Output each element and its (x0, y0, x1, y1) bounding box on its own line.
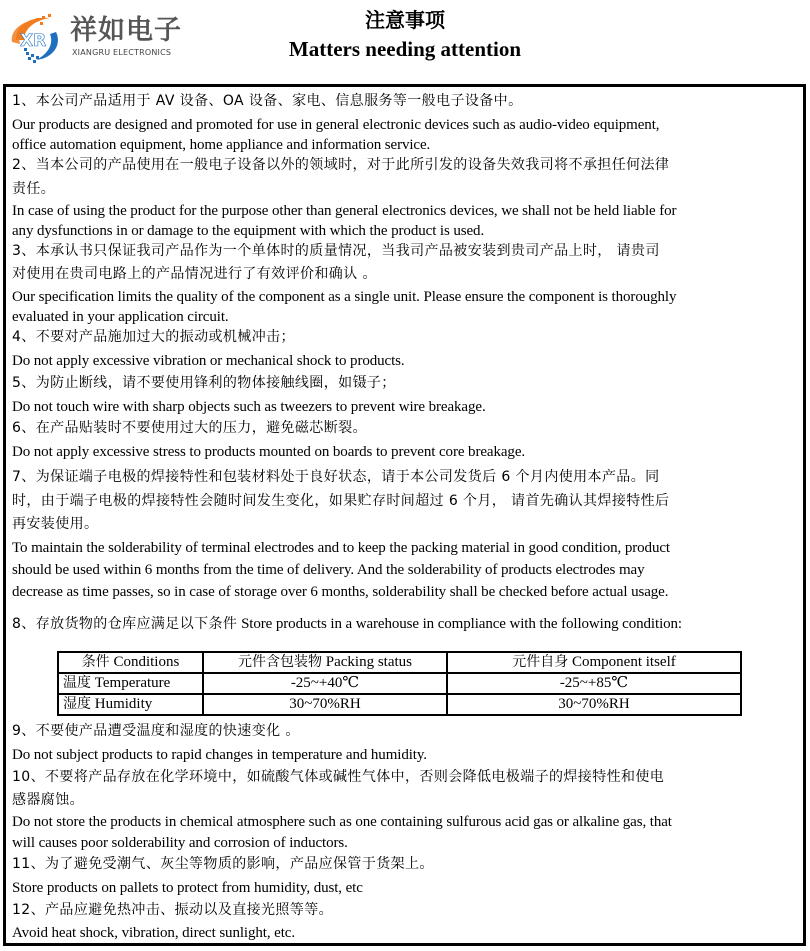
item-10-cn-line-1: 10、不要将产品存放在化学环境中，如硫酸气体或碱性气体中，否则会降低电极端子的焊接特性和使电 (12, 769, 665, 785)
row-label-humidity: 湿度 Humidity (58, 694, 203, 715)
item-7-cn-line-1: 7、为保证端子电极的焊接特性和包装材料处于良好状态，请于本公司发货后 6 个月内使用本产品。同 (12, 469, 660, 485)
item-11-en-line-1: Store products on pallets to protect from humidity, dust, etc (12, 880, 363, 896)
humidity-packing-value: 30~70%RH (203, 694, 447, 715)
item-3-en-line-2: evaluated in your application circuit. (12, 309, 229, 325)
item-3-cn-line-2: 对使用在贵司电路上的产品情况进行了有效评价和确认 。 (12, 266, 377, 282)
item-7-en-line-1: To maintain the solderability of terminal electrodes and to keep the packing material in good condition, product (12, 540, 670, 556)
item-6-cn-line-1: 6、在产品贴装时不要使用过大的压力，避免磁芯断裂。 (12, 420, 367, 436)
item-7-cn-line-3: 再安装使用。 (12, 516, 99, 532)
item-6-en-line-1: Do not apply excessive stress to products mounted on boards to prevent core breakage. (12, 444, 526, 460)
item-10-cn-line-2: 感器腐蚀。 (12, 792, 84, 808)
item-7-en-line-3: decrease as time passes, so in case of storage over 6 months, solderability shall be checked before actual usage. (12, 584, 669, 600)
item-3-cn-line-1: 3、本承认书只保证我司产品作为一个单体时的质量情况，当我司产品被安装到贵司产品上时， 请贵司 (12, 243, 660, 259)
item-7-cn-line-2: 时，由于端子电极的焊接特性会随时间发生变化，如果贮存时间超过 6 个月， 请首先确认其焊接特性后 (12, 493, 670, 509)
item-5-cn-line-1: 5、为防止断线，请不要使用锋利的物体接触线圈，如镊子； (12, 375, 396, 391)
header-packing-status: 元件含包装物 Packing status (203, 652, 447, 673)
logo-english-name: XIANGRU ELECTRONICS (72, 48, 172, 57)
item-2-cn-line-1: 2、当本公司的产品使用在一般电子设备以外的领域时，对于此所引发的设备失效我司将不承担任何法律 (12, 157, 670, 173)
table-row (58, 673, 741, 694)
item-5-en-line-1: Do not touch wire with sharp objects such as tweezers to prevent wire breakage. (12, 399, 486, 415)
item-1-cn-line-1: 1、本公司产品适用于 AV 设备、OA 设备、家电、信息服务等一般电子设备中。 (12, 93, 523, 109)
table-row (58, 694, 741, 715)
item-2-en-line-1: In case of using the product for the purpose other than general electronics devices, we shall not be held liable for (12, 203, 677, 219)
temperature-component-value: -25~+85℃ (447, 673, 741, 694)
item-8-cn: 8、存放货物的仓库应满足以下条件 (12, 616, 238, 632)
item-9-cn-line-1: 9、不要使产品遭受温度和湿度的快速变化 。 (12, 723, 300, 739)
logo-chinese-name: 祥如电子 (70, 15, 182, 46)
item-3-en-line-1: Our specification limits the quality of the component as a single unit. Please ensure the component is thoroughly (12, 289, 677, 305)
page-title-english: Matters needing attention (288, 37, 522, 61)
item-9-en-line-1: Do not subject products to rapid changes in temperature and humidity. (12, 747, 427, 763)
item-7-en-line-2: should be used within 6 months from the time of delivery. And the solderability of products electrodes may (12, 562, 645, 578)
item-8-line (12, 614, 682, 634)
table-header-row (58, 652, 741, 673)
page-title-chinese: 注意事项 (365, 8, 445, 32)
item-12-en-line-1: Avoid heat shock, vibration, direct sunlight, etc. (12, 925, 295, 941)
humidity-component-value: 30~70%RH (447, 694, 741, 715)
item-1-en-line-2: office automation equipment, home appliance and information service. (12, 137, 431, 153)
item-12-cn-line-1: 12、产品应避免热冲击、振动以及直接光照等等。 (12, 902, 334, 918)
header-component-itself: 元件自身 Component itself (447, 652, 741, 673)
row-label-temperature: 温度 Temperature (58, 673, 203, 694)
item-10-en-line-2: will causes poor solderability and corrosion of inductors. (12, 835, 348, 851)
item-4-en-line-1: Do not apply excessive vibration or mechanical shock to products. (12, 353, 405, 369)
item-11-cn-line-1: 11、为了避免受潮气、灰尘等物质的影响，产品应保管于货架上。 (12, 856, 434, 872)
item-10-en-line-1: Do not store the products in chemical atmosphere such as one containing sulfurous acid gas or alkaline gas, that (12, 814, 672, 830)
item-1-en-line-1: Our products are designed and promoted for use in general electronic devices such as audio-video equipment, (12, 117, 660, 133)
item-2-cn-line-2: 责任。 (12, 181, 56, 197)
item-8-en: Store products in a warehouse in compliance with the following condition: (241, 616, 682, 632)
item-4-cn-line-1: 4、不要对产品施加过大的振动或机械冲击； (12, 329, 295, 345)
header-conditions: 条件 Conditions (58, 652, 203, 673)
temperature-packing-value: -25~+40℃ (203, 673, 447, 694)
attention-box (3, 84, 806, 946)
storage-conditions-table (57, 651, 742, 716)
svg-text:XR: XR (20, 31, 47, 51)
item-2-en-line-2: any dysfunctions in or damage to the equipment with which the product is used. (12, 223, 485, 239)
